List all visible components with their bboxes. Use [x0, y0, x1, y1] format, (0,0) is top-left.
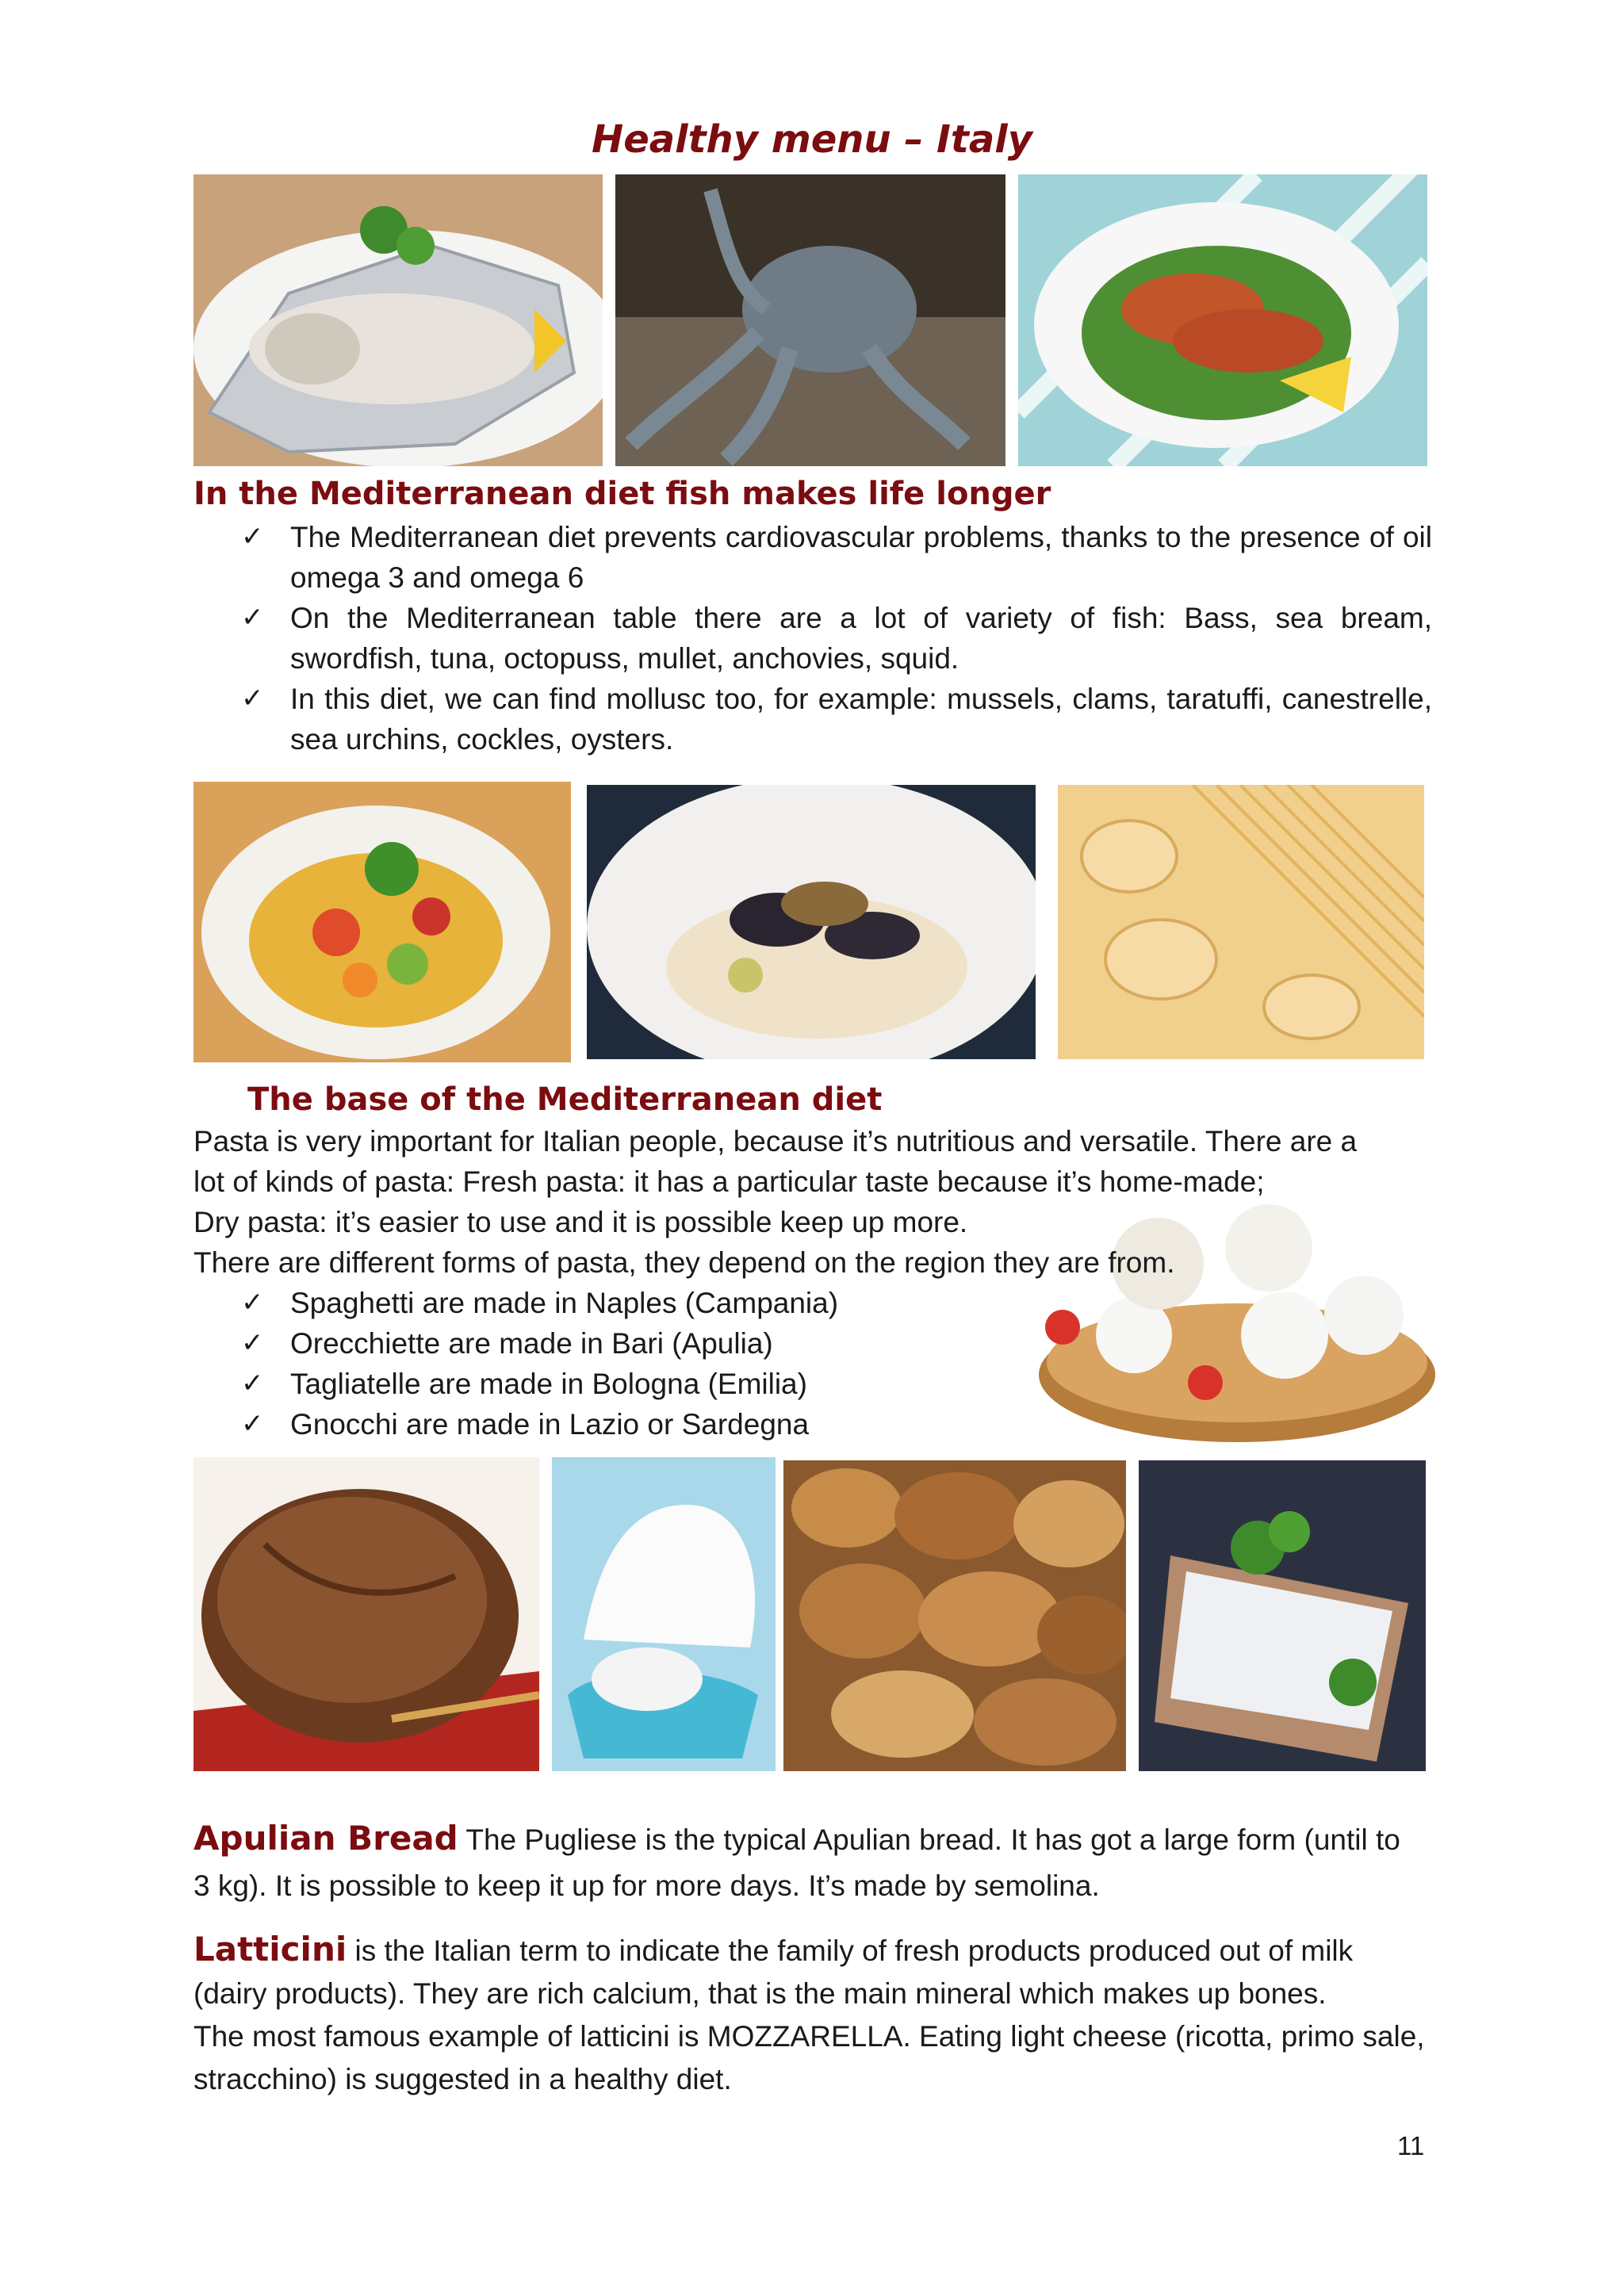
bread-paragraph: Apulian Bread The Pugliese is the typical Apulian bread. It has got a large form (until to 3 kg). It is possible to keep it up for more days. It’s made by semolina.: [193, 1819, 1400, 1902]
checkmark-icon: ✓: [241, 1368, 264, 1399]
checkmark-icon: ✓: [241, 1287, 264, 1318]
photo-cheese-cracker: [1139, 1460, 1426, 1771]
checkmark-icon: ✓: [241, 1408, 264, 1440]
heading-apulian-bread: Apulian Bread: [193, 1819, 458, 1858]
checkmark-icon: ✓: [241, 683, 264, 714]
heading-latticini: Latticini: [193, 1930, 347, 1969]
photo-bread-loaf: [193, 1457, 539, 1771]
checkmark-icon: ✓: [241, 602, 264, 633]
heading-pasta: The base of the Mediterranean diet: [247, 1081, 883, 1118]
list-item: ✓ Tagliatelle are made in Bologna (Emilia): [243, 1364, 1036, 1404]
checkmark-icon: ✓: [241, 521, 264, 553]
latticini-paragraph: Latticini is the Italian term to indicate the family of fresh products produced out of milk (dairy products). They are rich calcium, that is the main mineral which makes up bones. The most famous example of latticini is MOZZARELLA. Eating light cheese (ricotta, primo sale, stracchino) is suggested in a healthy diet.: [193, 1930, 1425, 2095]
page-title: Healthy menu – Italy: [592, 117, 1032, 162]
photo-octopus: [615, 174, 1005, 466]
pasta-list: [243, 1283, 1036, 1445]
checkmark-icon: ✓: [241, 1327, 264, 1359]
photo-pasta-salad: [193, 782, 571, 1062]
list-item: ✓ Spaghetti are made in Naples (Campania): [243, 1283, 1036, 1323]
photo-bread-assortment: [783, 1460, 1126, 1771]
list-item: ✓ On the Mediterranean table there are a lot of variety of fish: Bass, sea bream, swordfish, tuna, octopuss, mullet, anchovies, squid.: [243, 598, 1432, 679]
list-item: ✓ Gnocchi are made in Lazio or Sardegna: [243, 1404, 1036, 1445]
photo-dry-pasta: [1058, 785, 1424, 1059]
page-number: 11: [1397, 2131, 1425, 2160]
photo-mussels-rice: [587, 785, 1036, 1059]
photo-ricotta: [552, 1457, 776, 1771]
photo-baked-fish: [193, 174, 603, 466]
heading-fish: In the Mediterranean diet fish makes life longer: [193, 476, 1051, 512]
photo-grilled-prawns: [1018, 174, 1427, 466]
fish-list: [243, 517, 1432, 760]
list-item: ✓ In this diet, we can find mollusc too, for example: mussels, clams, taratuffi, canestrelle, sea urchins, cockles, oysters.: [243, 679, 1432, 760]
pasta-paragraph: Pasta is very important for Italian people, because it’s nutritious and versatile. There are a lot of kinds of pasta: Fresh pasta: it has a particular taste because it’s home-made; Dry pasta: it’s easier to use and it is possible keep up more. There are different forms of pasta, they depend on the region they are from.: [193, 1125, 1358, 1279]
list-item: ✓ The Mediterranean diet prevents cardiovascular problems, thanks to the presence of oil omega 3 and omega 6: [243, 517, 1432, 598]
list-item: ✓ Orecchiette are made in Bari (Apulia): [243, 1323, 1036, 1364]
